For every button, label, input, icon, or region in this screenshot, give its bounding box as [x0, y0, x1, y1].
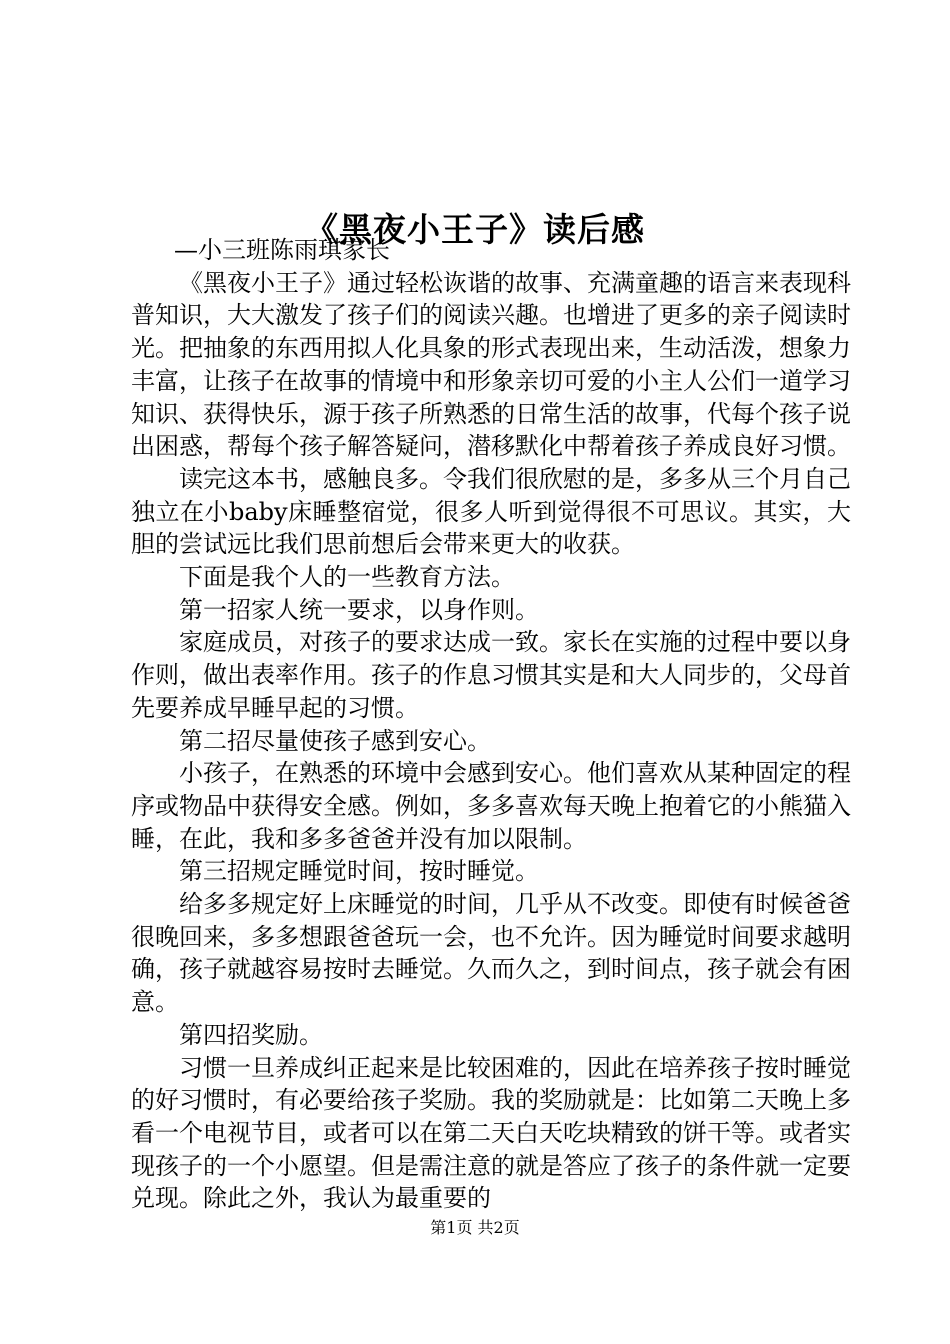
paragraph-intro: 《黑夜小王子》通过轻松诙谐的故事、充满童趣的语言来表现科普知识，大大激发了孩子们的阅读兴趣。也增进了更多的亲子阅读时光。把抽象的东西用拟人化具象的形式表现出来，生动活泼，想象力丰富，让孩子在故事的情境中和形象亲切可爱的小主人公们一道学习知识、获得快乐，源于孩子所熟悉的日常生活的故事，代每个孩子说出困惑，帮每个孩子解答疑问，潜移默化中帮着孩子养成良好习惯。 [131, 268, 851, 461]
author-line: —小三班陈雨琪家长 [174, 236, 390, 264]
page-number-footer: 第1页 共2页 [430, 1218, 520, 1237]
document-body [131, 234, 851, 1215]
paragraph-method-3-body: 给多多规定好上床睡觉的时间，几乎从不改变。即使有时候爸爸很晚回来，多多想跟爸爸玩一会，也不允许。因为睡觉时间要求越明确，孩子就越容易按时去睡觉。久而久之，到时间点，孩子就会有困意。 [131, 890, 851, 1017]
paragraph-method-2-body: 小孩子，在熟悉的环境中会感到安心。他们喜欢从某种固定的程序或物品中获得安全感。例如，多多喜欢每天晚上抱着它的小熊猫入睡，在此，我和多多爸爸并没有加以限制。 [131, 759, 851, 853]
paragraph-method-2-heading: 第二招尽量使孩子感到安心。 [179, 726, 491, 755]
paragraph-method-4-heading: 第四招奖励。 [179, 1020, 323, 1049]
paragraph-method-3-heading: 第三招规定睡觉时间，按时睡觉。 [179, 857, 539, 886]
document-title: 《黑夜小王子》读后感 [305, 210, 645, 250]
paragraph-method-4-body: 习惯一旦养成纠正起来是比较困难的，因此在培养孩子按时睡觉的好习惯时，有必要给孩子奖励。我的奖励就是：比如第二天晚上多看一个电视节目，或者可以在第二天白天吃块精致的饼干等。或者实现孩子的一个小愿望。但是需注意的就是答应了孩子的条件就一定要兑现。除此之外，我认为最重要的 [131, 1053, 851, 1213]
paragraph-method-1-body: 家庭成员，对孩子的要求达成一致。家长在实施的过程中要以身作则，做出表率作用。孩子的作息习惯其实是和大人同步的，父母首先要养成早睡早起的习惯。 [131, 628, 851, 722]
paragraph-reflection: 读完这本书，感触良多。令我们很欣慰的是，多多从三个月自己独立在小baby床睡整宿觉，很多人听到觉得很不可思议。其实，大胆的尝试远比我们思前想后会带来更大的收获。 [131, 464, 851, 559]
paragraph-method-1-heading: 第一招家人统一要求，以身作则。 [179, 595, 539, 624]
paragraph-methods-intro: 下面是我个人的一些教育方法。 [179, 563, 515, 592]
